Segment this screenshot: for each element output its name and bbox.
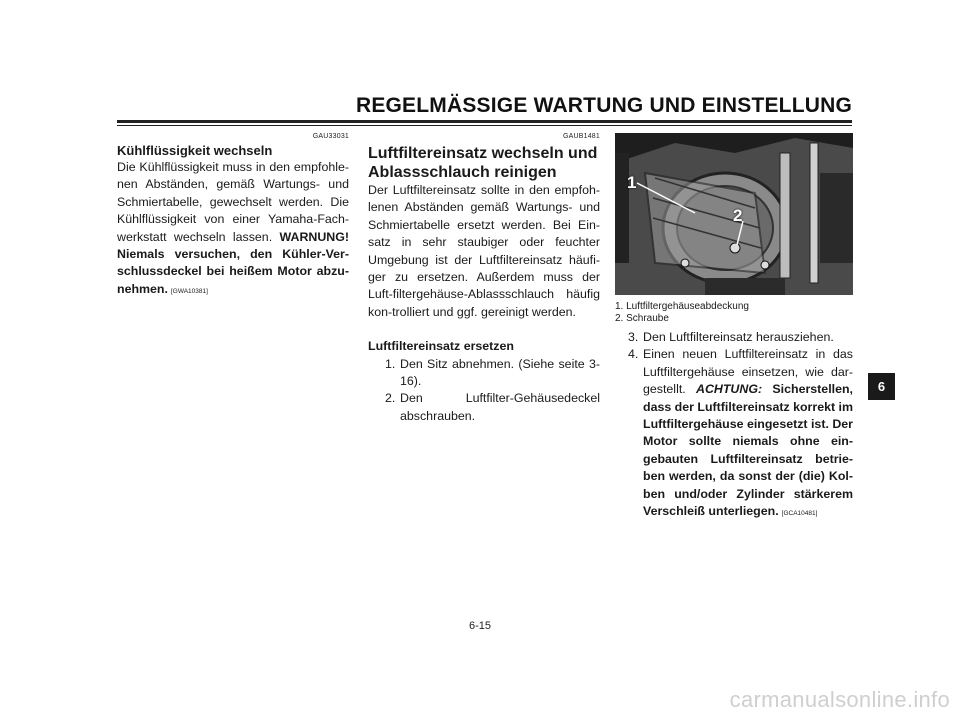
page-title: REGELMÄSSIGE WARTUNG UND EINSTELLUNG (355, 94, 852, 117)
page-number: 6-15 (468, 620, 492, 632)
section-heading: Luftfiltereinsatz wechseln und Ablassschlauch reinigen (368, 145, 598, 181)
watermark: carmanualsonline.info (729, 687, 950, 712)
warning-code: [GWA10381] (170, 287, 208, 295)
list-item (385, 390, 600, 425)
step4-text: Einen neuen Luftfiltereinsatz in das Luftfiltergehäuse einsetzen, wie dar-gestellt. (643, 347, 853, 397)
list-item (628, 346, 853, 522)
callout-1: 1 (627, 173, 637, 192)
left-column (117, 133, 349, 300)
step-text: Den Luftfiltereinsatz herausziehen. (643, 330, 834, 344)
header-rule-thin (117, 125, 852, 126)
caution-text: Sicherstellen, dass der Luftfiltereinsatz korrekt im Luftfiltergehäuse eingesetzt ist. Der Motor sollte niemals ohne ein-gebauten Luftfiltereinsatz betrie-ben werden, da sonst der (die) Kol-ben und/oder Zylinder stärkerem Verschleiß unterliegen. (643, 382, 854, 519)
section-body (117, 159, 349, 300)
subheading: Luftfiltereinsatz ersetzen (368, 339, 514, 354)
step-text: Den Sitz abnehmen. (Siehe seite 3-16). (400, 356, 600, 389)
chapter-tab: 6 (868, 373, 895, 400)
section-code: GAUB1481 (562, 133, 600, 140)
step-list (615, 329, 853, 522)
step-number: 1. (385, 356, 396, 371)
step-text: Den Luftfilter-Gehäusedeckel abschrauben. (400, 391, 600, 423)
body-text: Die Kühlflüssigkeit muss in den empfohle-nen Abständen, gemäß Wartungs- und Schmiertabelle, gewechselt werden. Die Kühlflüssigkeit von einer Yamaha-Fach-werkstatt wechseln lassen. (117, 160, 349, 244)
step-number: 3. (628, 330, 639, 344)
caption-line: 1. Luftfiltergehäuseabdeckung (615, 301, 749, 312)
section-body: Der Luftfiltereinsatz sollte in den empfoh-lenen Abständen gemäß Wartungs- und Schmiertabelle ersetzt werden. Bei Ein-satz in sehr staubiger oder feuchter Umgebung ist der Luftfiltereinsatz häufi-ger zu ersetzen. Außerdem muss der Luft-filtergehäuse-Ablassschlauch häufig kon-trolliert und ggf. gereinigt werden. (368, 183, 600, 319)
air-filter-photo (615, 133, 853, 295)
warning-text: WARNUNG! Niemals versuchen, den Kühler-Ver-schlussdeckel bei heißem Motor abzu-nehmen. (117, 229, 349, 296)
section-code: GAU33031 (312, 133, 349, 140)
header-rule (117, 120, 852, 123)
achtung-label: ACHTUNG: (696, 382, 763, 397)
caption-line: 2. Schraube (615, 313, 669, 324)
step-text (643, 346, 853, 522)
section-heading: Kühlflüssigkeit wechseln (117, 143, 273, 158)
list-item (385, 356, 600, 391)
step-list (368, 356, 600, 426)
step-number: 4. (628, 347, 639, 362)
photo-caption (615, 301, 853, 325)
callout-2: 2 (733, 206, 743, 225)
caution-code: [GCA10481] (781, 510, 818, 518)
middle-column (368, 133, 600, 425)
right-column (615, 133, 853, 522)
step-number: 2. (385, 391, 396, 406)
list-item (628, 329, 853, 346)
